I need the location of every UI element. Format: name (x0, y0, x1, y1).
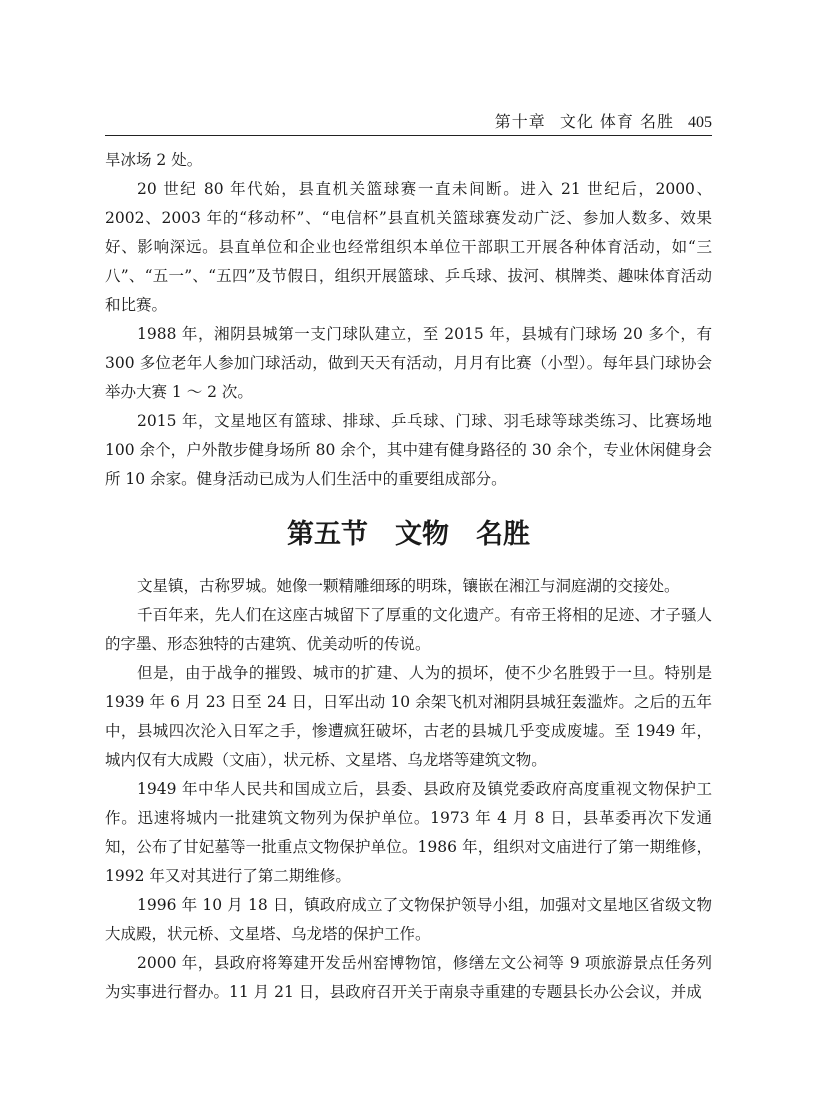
paragraph: 1996 年 10 月 18 日，镇政府成立了文物保护领导小组，加强对文星地区省级文物大成殿，状元桥、文星塔、乌龙塔的保护工作。 (105, 896, 712, 943)
running-header (105, 110, 712, 134)
section-title: 第五节 文物 名胜 (287, 519, 530, 550)
chapter-topics: 文化 体育 名胜 (559, 112, 674, 131)
page-number: 405 (688, 114, 712, 131)
paragraph: 但是，由于战争的摧毁、城市的扩建、人为的损坏，使不少名胜毁于一旦。特别是 1939 年 6 月 23 日至 24 日，日军出动 10 余架飞机对湘阴县城狂轰滥炸。之后的五年中，县城四次沦入日军之手，惨遭疯狂破坏，古老的县城几乎变成废墟。至 1949 年，城内仅有大成殿（文庙），状元桥、文星塔、乌龙塔等建筑文物。 (105, 664, 712, 769)
paragraph: 千百年来，先人们在这座古城留下了厚重的文化遗产。有帝王将相的足迹、才子骚人的字墨、形态独特的古建筑、优美动听的传说。 (105, 606, 712, 653)
paragraph: 1949 年中华人民共和国成立后，县委、县政府及镇党委政府高度重视文物保护工作。迅速将城内一批建筑文物列为保护单位。1973 年 4 月 8 日，县革委再次下发通知，公布了甘妃墓等一批重点文物保护单位。1986 年，组织对文庙进行了第一期维修，1992 年又对其进行了第二期维修。 (105, 780, 712, 885)
paragraph: 1988 年，湘阴县城第一支门球队建立，至 2015 年，县城有门球场 20 多个，有 300 多位老年人参加门球活动，做到天天有活动，月月有比赛（小型）。每年县门球协会举办大赛 1 ～ 2 次。 (105, 325, 712, 401)
paragraph: 20 世纪 80 年代始，县直机关篮球赛一直未间断。进入 21 世纪后，2000、2002、2003 年的“移动杯”、“电信杯”县直机关篮球赛发动广泛、参加人数多、效果好、影响深远。县直单位和企业也经常组织本单位干部职工开展各种体育活动，如“三八”、“五一”、“五四”及节假日，组织开展篮球、乒乓球、拔河、棋牌类、趣味体育活动和比赛。 (105, 180, 712, 314)
paragraph: 2015 年，文星地区有篮球、排球、乒乓球、门球、羽毛球等球类练习、比赛场地 100 余个，户外散步健身场所 80 余个，其中建有健身路径的 30 余个，专业休闲健身会所 10 余家。健身活动已成为人们生活中的重要组成部分。 (105, 412, 712, 488)
header-rule (105, 135, 712, 136)
paragraph: 2000 年，县政府将筹建开发岳州窑博物馆，修缮左文公祠等 9 项旅游景点任务列为实事进行督办。11 月 21 日，县政府召开关于南泉寺重建的专题县长办公会议，并成 (105, 954, 712, 1001)
body-text-top (105, 146, 712, 494)
body-text-bottom (105, 572, 712, 1007)
chapter-label: 第十章 (494, 112, 546, 131)
paragraph: 旱冰场 2 处。 (105, 151, 203, 169)
paragraph: 文星镇，古称罗城。她像一颗精雕细琢的明珠，镶嵌在湘江与洞庭湖的交接处。 (137, 577, 680, 595)
